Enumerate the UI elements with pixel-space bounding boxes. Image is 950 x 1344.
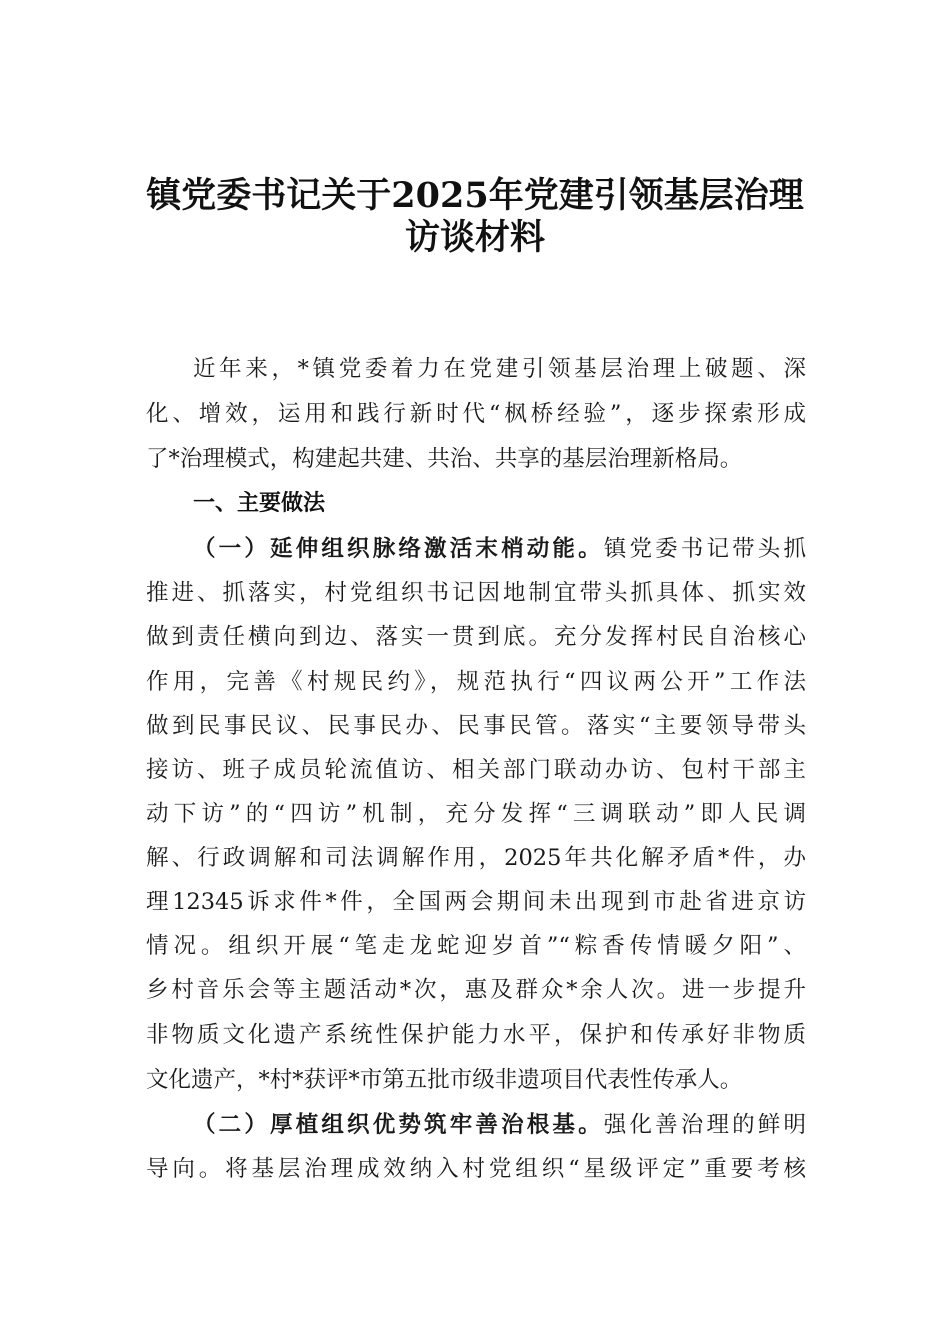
intro-line: 了*治理模式，构建起共建、共治、共享的基层治理新格局。 [146,446,743,472]
section-heading: 一、主要做法 [193,491,326,516]
sub1-line: 理12345诉求件*件，全国两会期间未出现到市赴省进京访 [146,889,806,915]
sub1-line: 情况。组织开展“笔走龙蛇迎岁首”“粽香传情暖夕阳”、 [146,933,806,959]
sub1-line: 推进、抓落实，村党组织书记因地制宜带头抓具体、抓实效 [146,580,806,606]
sub1-line: 动下访”的“四访”机制，充分发挥“三调联动”即人民调 [146,801,806,827]
intro-line: 化、增效，运用和践行新时代“枫桥经验”，逐步探索形成 [146,401,806,427]
sub2-lead: （二）厚植组织优势筑牢善治根基。 [193,1112,604,1138]
sub1-line: 乡村音乐会等主题活动*次，惠及群众*余人次。进一步提升 [146,977,806,1003]
sub1-line: 接访、班子成员轮流值访、相关部门联动办访、包村干部主 [146,757,806,783]
sub1-first-line-rest: 镇党委书记带头抓 [603,536,806,562]
sub1-line: 非物质文化遗产系统性保护能力水平，保护和传承好非物质 [146,1022,806,1048]
document-title-line-2: 访谈材料 [404,217,545,258]
intro-line: 近年来，*镇党委着力在党建引领基层治理上破题、深 [193,356,806,382]
sub1-lead: （一）延伸组织脉络激活末梢动能。 [193,536,604,562]
sub2-line: 导向。将基层治理成效纳入村党组织“星级评定”重要考核 [146,1156,806,1182]
sub1-line: 做到责任横向到边、落实一贯到底。充分发挥村民自治核心 [146,624,806,650]
sub1-line: 文化遗产，*村*获评*市第五批市级非遗项目代表性传承人。 [146,1067,743,1093]
sub1-first-line [193,532,806,566]
sub2-first-line [193,1108,806,1142]
document-title-line-1: 镇党委书记关于2025年党建引领基层治理 [146,175,804,216]
sub1-line: 解、行政调解和司法调解作用，2025年共化解矛盾*件，办 [146,845,806,871]
sub1-line: 做到民事民议、民事民办、民事民管。落实“主要领导带头 [146,713,806,739]
sub2-first-line-rest: 强化善治理的鲜明 [603,1112,806,1138]
sub1-line: 作用，完善《村规民约》，规范执行“四议两公开”工作法 [146,669,806,695]
